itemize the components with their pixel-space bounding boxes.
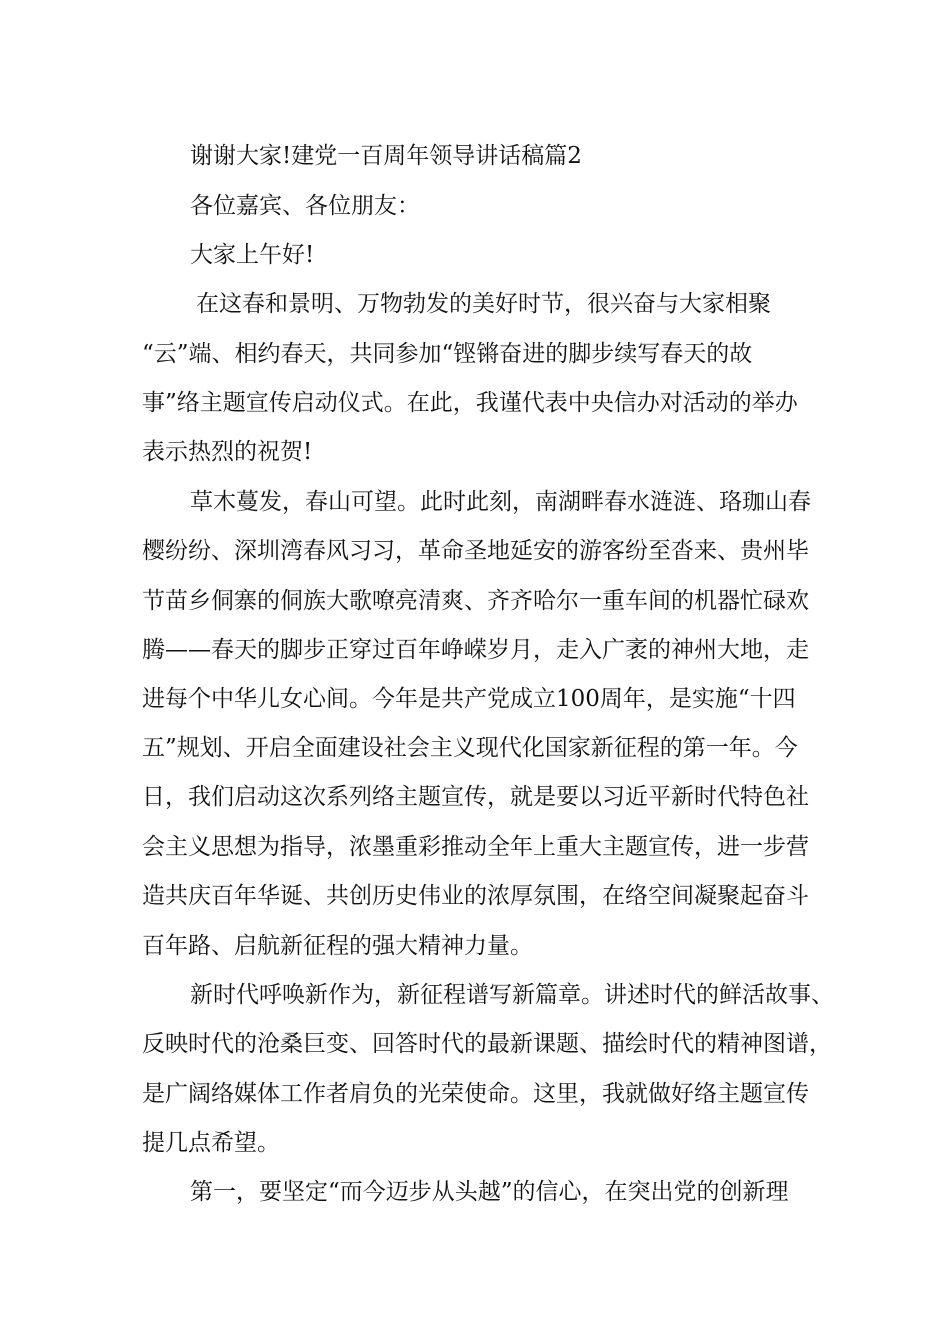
paragraph-1-line-2: “云”端、相约春天，共同参加“铿锵奋进的脚步续写春天的故: [142, 341, 753, 367]
paragraph-2-line-9: 造共庆百年华诞、共创历史伟业的浓厚氛围，在络空间凝聚起奋斗: [142, 883, 809, 909]
paragraph-2-line-7: 日，我们启动这次系列络主题宣传，就是要以习近平新时代特色社: [142, 784, 809, 810]
paragraph-3-line-4: 提几点希望。: [142, 1130, 280, 1156]
paragraph-1-line-4: 表示热烈的祝贺!: [142, 439, 313, 465]
paragraph-1-line-1: 在这春和景明、万物勃发的美好时节，很兴奋与大家相聚: [196, 291, 771, 317]
paragraph-1-line-3: 事”络主题宣传启动仪式。在此，我谨代表中央信办对活动的举办: [142, 390, 798, 416]
paragraph-4-line-1: 第一，要坚定“而今迈步从头越”的信心，在突出党的创新理: [190, 1179, 789, 1205]
paragraph-2-line-8: 会主义思想为指导，浓墨重彩推动全年上重大主题宣传，进一步营: [142, 834, 809, 860]
closing-and-section-title: 谢谢大家!建党一百周年领导讲话稿篇2: [190, 143, 582, 169]
greeting: 大家上午好!: [190, 242, 315, 268]
paragraph-3-line-2: 反映时代的沧桑巨变、回答时代的最新课题、描绘时代的精神图谱，: [142, 1031, 832, 1057]
paragraph-2-line-10: 百年路、启航新征程的强大精神力量。: [142, 933, 533, 959]
paragraph-3-line-1: 新时代呼唤新作为，新征程谱写新篇章。讲述时代的鲜活故事、: [190, 982, 834, 1008]
paragraph-2-line-5: 进每个中华儿女心间。今年是共产党成立100周年，是实施“十四: [142, 686, 796, 712]
paragraph-2-line-6: 五”规划、开启全面建设社会主义现代化国家新征程的第一年。今: [142, 735, 798, 761]
paragraph-2-line-1: 草木蔓发，春山可望。此时此刻，南湖畔春水涟涟、珞珈山春: [190, 489, 811, 515]
paragraph-2-line-3: 节苗乡侗寨的侗族大歌嘹亮清爽、齐齐哈尔一重车间的机器忙碌欢: [142, 588, 809, 614]
salutation: 各位嘉宾、各位朋友：: [190, 193, 420, 219]
paragraph-3-line-3: 是广阔络媒体工作者肩负的光荣使命。这里，我就做好络主题宣传: [142, 1081, 809, 1107]
paragraph-2-line-4: 腾——春天的脚步正穿过百年峥嵘岁月，走入广袤的神州大地，走: [142, 637, 809, 663]
paragraph-2-line-2: 樱纷纷、深圳湾春风习习，革命圣地延安的游客纷至沓来、贵州毕: [142, 538, 809, 564]
